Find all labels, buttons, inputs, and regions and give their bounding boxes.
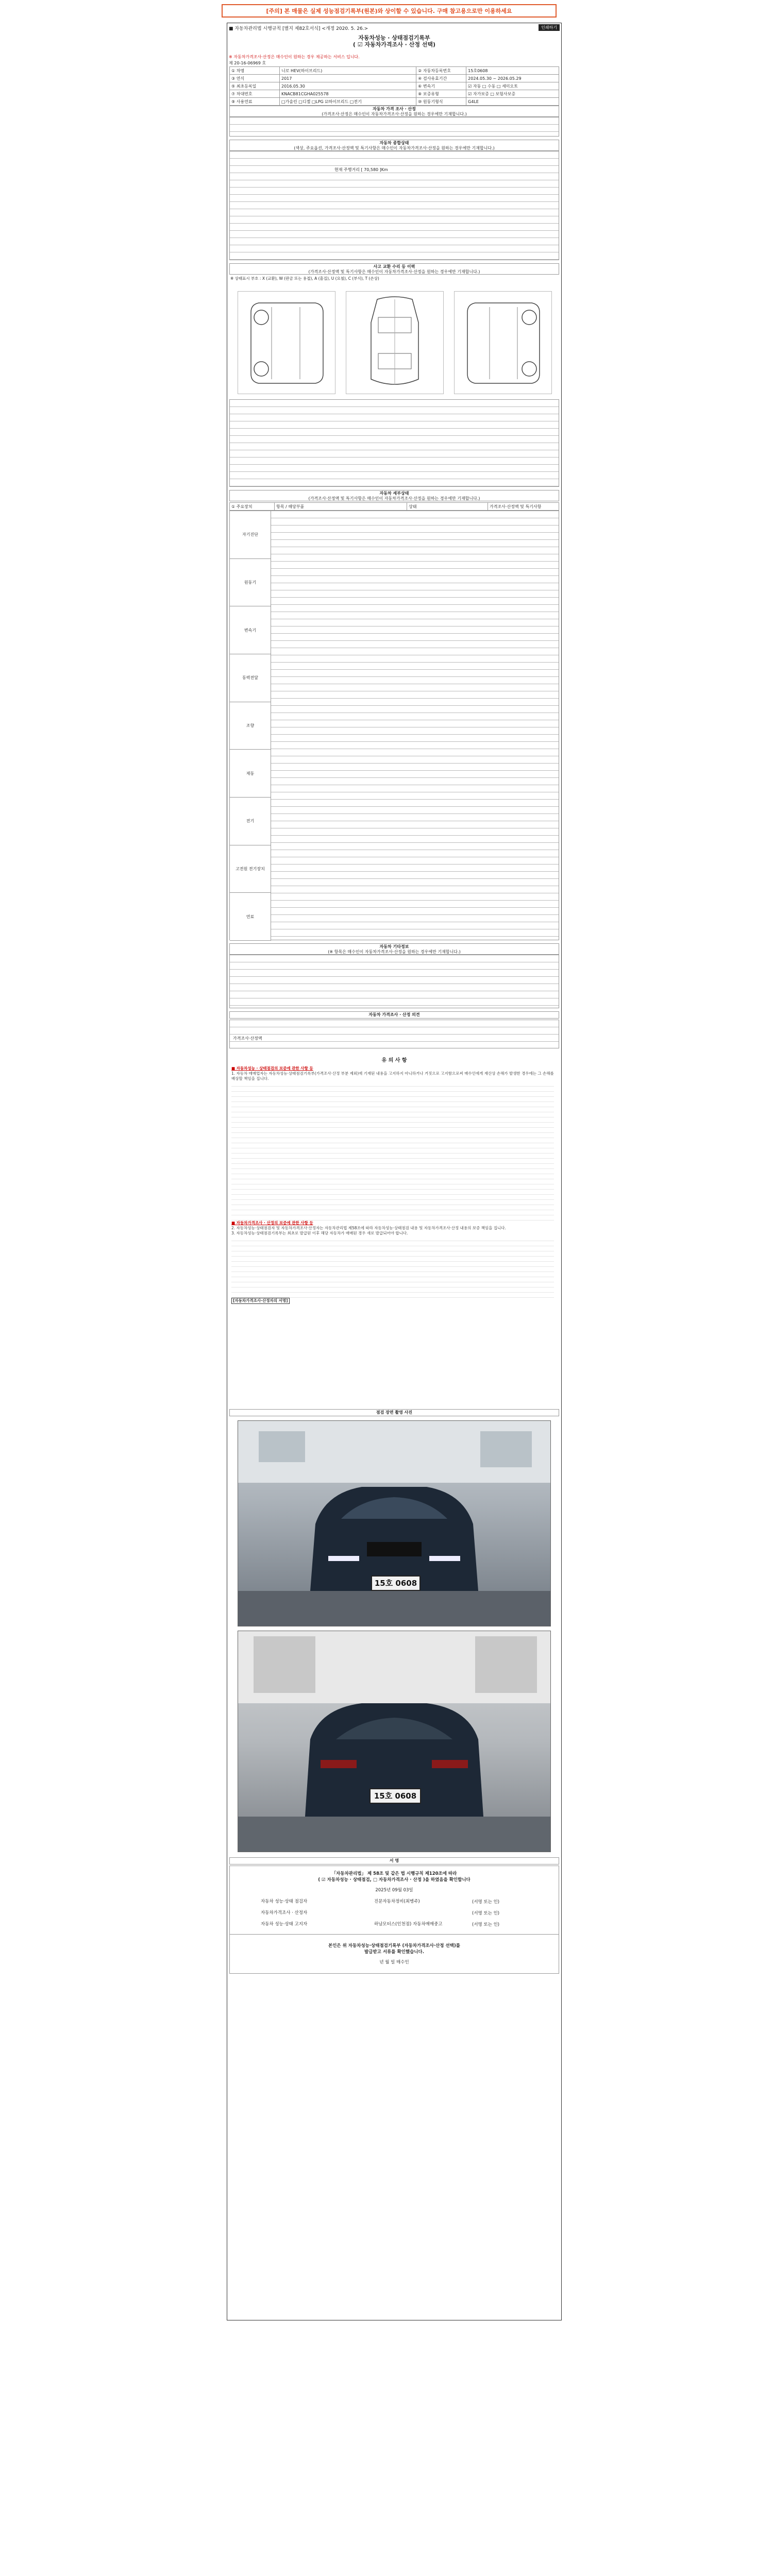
- basic-info-value: 2024.05.30 ~ 2026.05.29: [466, 75, 559, 82]
- basic-info-value: ☑ 자가보증 □ 보험사보증: [466, 90, 559, 98]
- signature-statement1: 「자동차관리법」 제 58조 및 같은 법 시행규칙 제120조에 따라: [331, 1871, 457, 1876]
- detail-group-label: 변속기: [230, 606, 271, 654]
- signature-block: [229, 1866, 559, 1974]
- basic-info-row: [230, 98, 559, 106]
- detail-group-label: 제동: [230, 750, 271, 798]
- document-number: 제 20-16-06969 호: [229, 61, 266, 65]
- car-side-left-icon: [238, 292, 335, 394]
- car-diagram-left: [238, 291, 335, 394]
- repair-history-note: (가격조사·산정액 및 특기사항은 매수인이 자동차가격조사·산정을 원하는 경우에만 기재합니다.): [308, 269, 480, 274]
- basic-info-label: ⑨ 사용연료: [230, 98, 280, 106]
- notes-section1-heading: ■ 자동차성능 · 상태점검의 보증에 관한 사항 등: [231, 1066, 313, 1071]
- other-info-header: [229, 943, 559, 955]
- rear-license-plate: 15호 0608: [369, 1788, 421, 1804]
- basic-info-row: [230, 67, 559, 75]
- status-legend: ※ 상태표시 부호 : X (교환), W (판금 또는 용접), A (흠집), U (요철), C (부식), T (손상): [230, 276, 379, 281]
- document-title: [227, 35, 561, 48]
- buyer-confirm-line1: 본인은 위 자동차성능·상태점검기록부 (자동차가격조사·산정 선택)를: [328, 1943, 460, 1948]
- document-title-line1: 자동차성능 · 상태점검기록부: [358, 35, 430, 41]
- signature-title: 서 명: [389, 1858, 399, 1863]
- price-opinion-body: [229, 1020, 559, 1048]
- basic-info-value: KNACB81CGHA025578: [280, 90, 416, 98]
- basic-info-value: G4LE: [466, 98, 559, 106]
- detail-group-label: 고전원 전기장치: [230, 845, 271, 893]
- other-info-body: [229, 955, 559, 1008]
- basic-info-label: ② 자동차등록번호: [416, 67, 466, 75]
- form-header: [227, 23, 561, 31]
- inspection-record-document: [227, 23, 562, 2320]
- basic-info-label: ⑩ 원동기형식: [416, 98, 466, 106]
- basic-info-table: [229, 66, 559, 106]
- mileage-value: [ 70,580 ]Km: [361, 167, 388, 172]
- status-section-body: [229, 151, 559, 260]
- price-opinion-title: 자동차 가격조사 · 산정 의견: [368, 1012, 420, 1017]
- detail-section-title: 자동차 세부상태: [379, 491, 409, 496]
- other-info-title: 자동차 기타정보: [379, 944, 409, 949]
- detail-group-label: 전기: [230, 798, 271, 845]
- price-section-body: [229, 117, 559, 137]
- front-license-plate: 15호 0608: [371, 1575, 421, 1591]
- detail-col-item: 항목 / 해당부품: [275, 503, 407, 511]
- signer3-sign: (서명 또는 인): [472, 1922, 500, 1927]
- detail-section-body: [229, 511, 559, 940]
- detail-group-label: 원동기: [230, 559, 271, 607]
- notes-section1-text: [231, 1081, 554, 1221]
- basic-info-value: □가솔린 □디젤 □LPG ☑하이브리드 □전기: [280, 98, 416, 106]
- form-legal-reference: ■ 자동차관리법 시행규칙 [별지 제82호서식] <개정 2020. 5. 26.>: [229, 26, 368, 31]
- notes-line3: 3. 자동차성능·상태점검기록부는 최초로 발급된 이후 해당 자동차가 매매된 경우 새로 발급되어야 합니다.: [231, 1231, 408, 1235]
- repair-history-header: [229, 263, 559, 275]
- signer1-sign: (서명 또는 인): [472, 1900, 500, 1905]
- notes-title: 유 의 사 항: [381, 1058, 407, 1063]
- buyer-confirm-date: 년 월 일 매수인: [379, 1960, 409, 1965]
- basic-info-value: 2017: [280, 75, 416, 82]
- basic-info-value: 2016.05.30: [280, 82, 416, 90]
- signature-header: [229, 1857, 559, 1865]
- signer1-label: 자동차 성능·상태 점검자: [261, 1899, 308, 1904]
- basic-info-label: ③ 연식: [230, 75, 280, 82]
- detail-column-header: [229, 502, 559, 511]
- photos-title: 점검 장면 촬영 사진: [376, 1410, 413, 1415]
- status-section-header: [229, 140, 559, 151]
- price-section-note: (가격조사·산정은 매수인이 자동차가격조사·산정을 원하는 경우에만 기재합니다.): [322, 112, 467, 116]
- photos-header: [229, 1409, 559, 1416]
- detail-col-price: 가격조사·산정액 및 특기사항: [488, 503, 559, 511]
- signer3-value: 하남모터스(인천점) 자동차매매중고: [374, 1922, 443, 1927]
- car-diagram-right: [454, 291, 552, 394]
- detail-col-state: 상태: [407, 503, 488, 511]
- basic-info-row: [230, 90, 559, 98]
- notes-line1: 1. 자동차 매매업자는 자동차성능·상태점검기록부(가격조사·산정 부분 제외)에 기재된 내용을 고지하지 아니하거나 거짓으로 고지함으로써 매수인에게 재산상 손해가 발생한 경우에는 그 손해를 배상할 책임을 집니다.: [231, 1071, 554, 1081]
- buyer-confirm-line2: 발급받고 서류를 확인했습니다.: [364, 1950, 424, 1955]
- signer1-value: 진문자동차정비(최병주): [374, 1899, 420, 1904]
- status-section-title: 자동차 종합상태: [379, 141, 409, 145]
- basic-info-value: ☑ 자동 □ 수동 □ 세미오토: [466, 82, 559, 90]
- basic-info-label: ⑦ 차대번호: [230, 90, 280, 98]
- detail-col-main: ① 주요장치: [230, 503, 275, 511]
- basic-info-label: ⑥ 변속기: [416, 82, 466, 90]
- basic-info-label: ① 차명: [230, 67, 280, 75]
- repair-history-title: 사고 교환 수리 등 이력: [373, 264, 415, 269]
- signer3-label: 자동차 성능·상태 고지자: [261, 1922, 308, 1927]
- notes-section2-text: [231, 1236, 554, 1298]
- detail-section-header: [229, 490, 559, 501]
- price-opinion-summary: 가격조사·산정액: [233, 1036, 262, 1041]
- document-title-line2: ( ☑ 자동차가격조사 · 산정 선택): [352, 41, 436, 48]
- signature-date: 2025년 09월 03일: [375, 1888, 413, 1893]
- detail-section-note: (가격조사·산정액 및 특기사항은 매수인이 자동차가격조사·산정을 원하는 경우에만 기재합니다.): [308, 496, 480, 501]
- status-section-note: (색상, 주요옵션, 가격조사·산정액 및 특기사항은 매수인이 자동차가격조사·산정을 원하는 경우에만 기재합니다.): [294, 146, 495, 150]
- notes-line2: 2. 자동차성능·상태점검자 및 자동차가격조사·산정자는 자동차관리법 제58조에 따라 자동차성능·상태점검 내용 및 자동차가격조사·산정 내용의 보증 책임을 집니다.: [231, 1226, 506, 1230]
- front-photo: [238, 1420, 551, 1626]
- basic-info-row: [230, 75, 559, 82]
- basic-info-label: ⑤ 최초등록일: [230, 82, 280, 90]
- warning-notice: [주의] 본 매물은 실제 성능점검기록부(원본)와 상이할 수 있습니다. 구매 참고용으로만 이용하세요: [222, 4, 557, 18]
- other-info-note: (※ 항목은 매수인이 자동차가격조사·산정을 원하는 경우에만 기재합니다.): [328, 950, 461, 954]
- signature-statement2: ( ☑ 자동차성능 · 상태점검, □ 자동차가격조사 · 산정 )을 하였음을 확인합니다: [318, 1877, 470, 1883]
- price-service-note: ※ 자동차가격조사·산정은 매수인이 원하는 경우 제공하는 서비스 입니다.: [229, 55, 360, 59]
- repair-history-table: [229, 399, 559, 487]
- price-opinion-header: [229, 1011, 559, 1019]
- signer2-sign: (서명 또는 인): [472, 1911, 500, 1916]
- signature-divider: [230, 1934, 559, 1935]
- basic-info-label: ⑧ 보증유형: [416, 90, 466, 98]
- mileage-label: 현재 주행거리: [334, 167, 360, 172]
- detail-group-label: 동력전달: [230, 654, 271, 702]
- price-section-title: 자동차 가격 조사 · 산정: [373, 107, 416, 111]
- detail-group-label: 연료: [230, 893, 271, 941]
- car-top-icon: [346, 292, 443, 394]
- car-side-right-icon: [455, 292, 551, 394]
- rear-photo: [238, 1631, 551, 1852]
- basic-info-value: 니로 HEV(하이브리드): [280, 67, 416, 75]
- signer2-label: 자동차가격조사 · 산정자: [261, 1910, 308, 1916]
- notes-section3-heading: [자동차가격조사·산정자의 서명]: [231, 1298, 290, 1304]
- detail-group-label: 조향: [230, 702, 271, 750]
- car-front-photo-icon: [238, 1421, 550, 1626]
- print-button[interactable]: 인쇄하기: [539, 24, 560, 31]
- car-diagram-top: [346, 291, 444, 394]
- detail-group-label: 자기진단: [230, 511, 271, 559]
- basic-info-value: 15호0608: [466, 67, 559, 75]
- basic-info-row: [230, 82, 559, 90]
- basic-info-label: ④ 검사유효기간: [416, 75, 466, 82]
- car-rear-photo-icon: [238, 1631, 550, 1852]
- price-section-header: [229, 106, 559, 117]
- notes-body: [231, 1066, 554, 1401]
- notes-section2-heading: ■ 자동차가격조사 · 산정의 보증에 관한 사항 등: [231, 1221, 313, 1225]
